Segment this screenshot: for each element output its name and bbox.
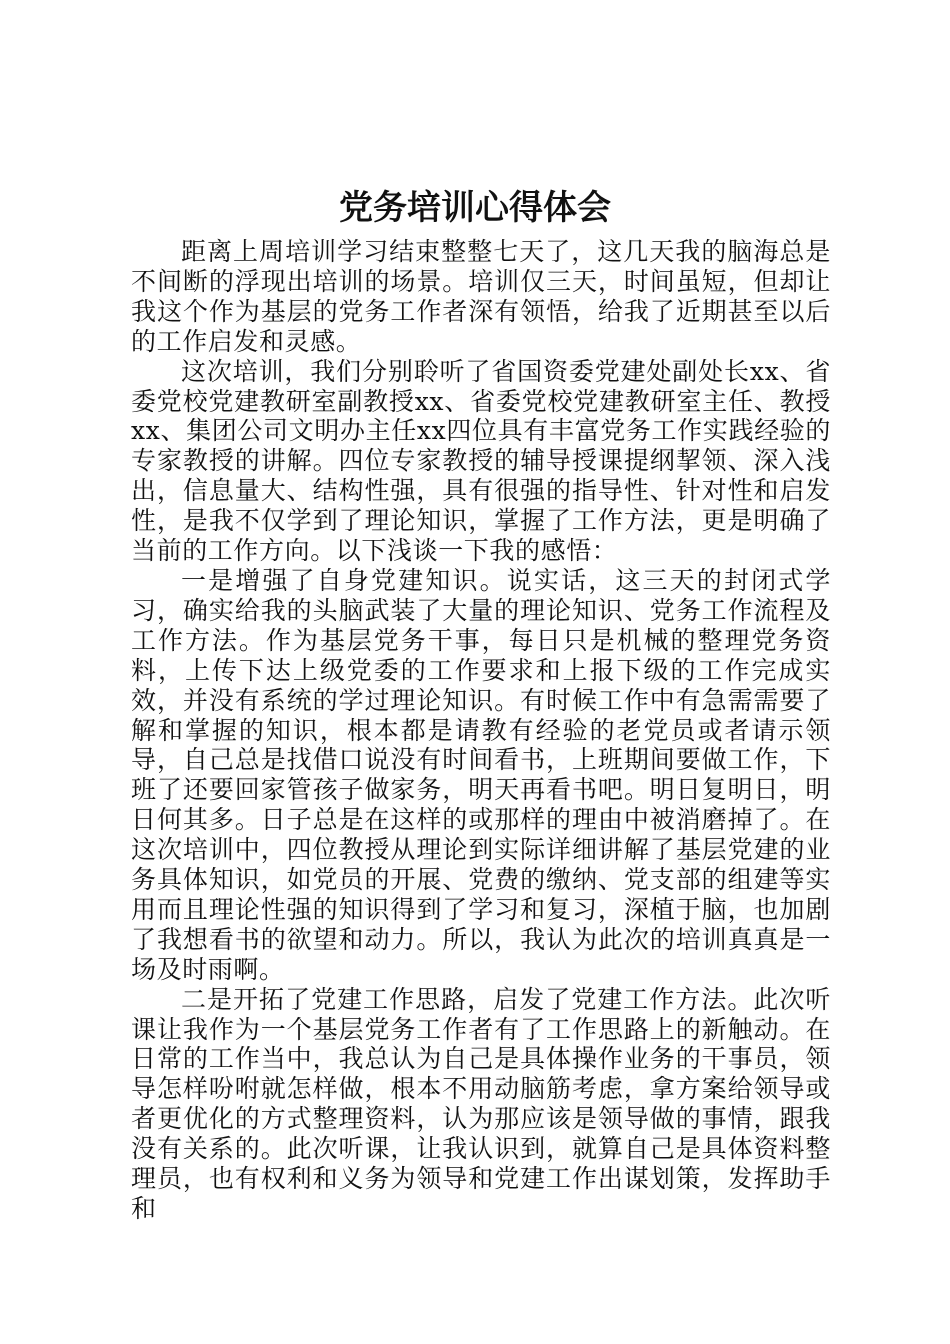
paragraph-training-overview: 这次培训，我们分别聆听了省国资委党建处副处长xx、省委党校党建教研室副教授xx、省委党校党建教研室主任、教授xx、集团公司文明办主任xx四位具有丰富党务工作实践经验的专家教授的讲解。四位专家教授的辅导授课提纲挈领、深入浅出，信息量大、结构性强，具有很强的指导性、针对性和启发性，是我不仅学到了理论知识，掌握了工作方法，更是明确了当前的工作方向。以下浅谈一下我的感悟： bbox=[131, 356, 831, 566]
paragraph-intro: 距离上周培训学习结束整整七天了，这几天我的脑海总是不间断的浮现出培训的场景。培训仅三天，时间虽短，但却让我这个作为基层的党务工作者深有领悟，给我了近期甚至以后的工作启发和灵感。 bbox=[131, 237, 831, 356]
paragraph-point-two: 二是开拓了党建工作思路，启发了党建工作方法。此次听课让我作为一个基层党务工作者有了工作思路上的新触动。在日常的工作当中，我总认为自己是具体操作业务的干事员，领导怎样吩咐就怎样做，根本不用动脑筋考虑，拿方案给领导或者更优化的方式整理资料，认为那应该是领导做的事情，跟我没有关系的。此次听课，让我认识到，就算自己是具体资料整理员，也有权利和义务为领导和党建工作出谋划策，发挥助手和 bbox=[131, 984, 831, 1223]
document-title: 党务培训心得体会 bbox=[339, 188, 611, 228]
document-body bbox=[131, 237, 831, 1224]
paragraph-point-one: 一是增强了自身党建知识。说实话，这三天的封闭式学习，确实给我的头脑武装了大量的理论知识、党务工作流程及工作方法。作为基层党务干事，每日只是机械的整理党务资料，上传下达上级党委的工作要求和上报下级的工作完成实效，并没有系统的学过理论知识。有时候工作中有急需需要了解和掌握的知识，根本都是请教有经验的老党员或者请示领导，自己总是找借口说没有时间看书，上班期间要做工作，下班了还要回家管孩子做家务，明天再看书吧。明日复明日，明日何其多。日子总是在这样的或那样的理由中被消磨掉了。在这次培训中，四位教授从理论到实际详细讲解了基层党建的业务具体知识，如党员的开展、党费的缴纳、党支部的组建等实用而且理论性强的知识得到了学习和复习，深植于脑，也加剧了我想看书的欲望和动力。所以，我认为此次的培训真真是一场及时雨啊。 bbox=[131, 565, 831, 984]
